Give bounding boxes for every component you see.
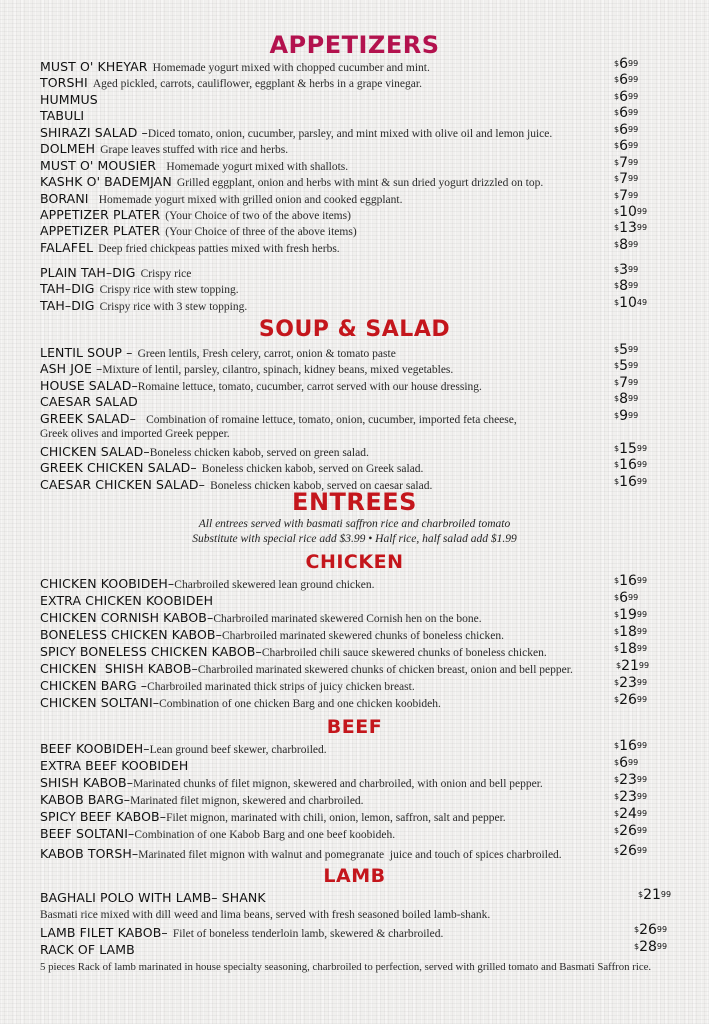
- menu-item: [40, 774, 670, 790]
- section-title-soup-salad: SOUP & SALAD: [258, 317, 451, 342]
- item-name: KASHK O' BADEMJAN: [40, 174, 172, 189]
- item-name: BEEF SOLTANI–: [40, 826, 135, 841]
- menu-item: [40, 157, 670, 173]
- item-description: Green lentils, Fresh celery, carrot, onion & tomato paste: [137, 348, 396, 360]
- item-description-continued: Greek olives and imported Greek pepper.: [40, 428, 230, 440]
- item-name: SPICY BONELESS CHICKEN KABOB–: [40, 644, 262, 659]
- item-price: $^{\$}6^{99}$: [614, 56, 639, 72]
- menu-item: [40, 393, 670, 409]
- item-description: Homemade yogurt mixed with chopped cucumber and mint.: [152, 62, 430, 74]
- menu-item: [40, 889, 670, 905]
- item-description: Mixture of lentil, parsley, cilantro, spinach, kidney beans, mixed vegetables.: [102, 364, 454, 376]
- item-name: APPETIZER PLATER: [40, 223, 161, 238]
- item-description: Boneless chicken kabob, served on caesar salad.: [210, 480, 433, 492]
- item-description: Charbroiled marinated thick strips of juicy chicken breast.: [147, 681, 415, 693]
- item-price: $^{\$}26^{99}$: [634, 922, 668, 938]
- item-description: Boneless chicken kabob, served on Greek salad.: [201, 463, 424, 475]
- item-name: SHISH KABOB–: [40, 775, 134, 790]
- item-description: Boneless chicken kabob, served on green salad.: [149, 447, 369, 459]
- item-description: Homemade yogurt mixed with shallots.: [166, 161, 349, 173]
- item-description: Marinated filet mignon with walnut and pomegranate juice and touch of spices charbroiled.: [138, 849, 562, 861]
- menu-item: [40, 297, 670, 313]
- item-price: $^{\$}19^{99}$: [614, 607, 648, 623]
- item-name: CAESAR CHICKEN SALAD–: [40, 477, 206, 492]
- menu-item: [40, 124, 670, 140]
- item-description: Aged pickled, carrots, cauliflower, eggplant & herbs in a grape vinegar.: [92, 78, 422, 90]
- item-description: Charbroiled marinated skewered chunks of chicken breast, onion and bell pepper.: [197, 664, 573, 676]
- menu-item: [40, 757, 670, 773]
- item-price: $^{\$}23^{99}$: [614, 675, 648, 691]
- menu-item: [40, 443, 670, 459]
- item-price: $^{\$}18^{99}$: [614, 641, 648, 657]
- item-description: Grape leaves stuffed with rice and herbs.: [100, 144, 289, 156]
- item-name: PLAIN TAH–DIG: [40, 265, 136, 280]
- item-description: Charbroiled marinated skewered Cornish hen on the bone.: [213, 613, 482, 625]
- item-price: $^{\$}6^{99}$: [614, 72, 639, 88]
- item-name: ASH JOE –: [40, 361, 103, 376]
- item-description: Combination of romaine lettuce, tomato, onion, cucumber, imported feta cheese,: [146, 414, 517, 426]
- item-price: $^{\$}21^{99}$: [616, 658, 650, 674]
- menu-item: [40, 264, 670, 280]
- item-name: BORANI: [40, 191, 89, 206]
- item-price: $^{\$}10^{49}$: [614, 295, 648, 311]
- item-description: Grilled eggplant, onion and herbs with mint & sun dried yogurt drizzled on top.: [176, 177, 544, 189]
- item-name: TABULI: [40, 108, 85, 123]
- item-description: Marinated chunks of filet mignon, skewered and charbroiled, with onion and bell pepper.: [133, 778, 543, 790]
- menu-item: [40, 344, 670, 360]
- menu-item: [40, 643, 670, 659]
- menu-item: [40, 74, 670, 90]
- item-name: TORSHI: [40, 75, 88, 90]
- menu-item: [40, 410, 670, 426]
- menu-item: [40, 924, 670, 940]
- item-price: $^{\$}26^{99}$: [614, 692, 648, 708]
- item-price: $^{\$}9^{99}$: [614, 408, 639, 424]
- item-price: $^{\$}16^{99}$: [614, 457, 648, 473]
- item-price: $^{\$}10^{99}$: [614, 204, 648, 220]
- menu-item: [40, 190, 670, 206]
- menu-item: [40, 677, 670, 693]
- menu-item: [40, 140, 670, 156]
- menu-item: [40, 740, 670, 756]
- item-name: EXTRA BEEF KOOBIDEH: [40, 758, 189, 773]
- item-price: $^{\$}16^{99}$: [614, 573, 648, 589]
- item-name: HOUSE SALAD–: [40, 378, 138, 393]
- item-name: MUST O' MOUSIER: [40, 158, 157, 173]
- item-description: Charbroiled marinated skewered chunks of boneless chicken.: [221, 630, 504, 642]
- item-name: CHICKEN CORNISH KABOB–: [40, 610, 214, 625]
- menu-item: [40, 791, 670, 807]
- menu-item: [40, 222, 670, 238]
- item-price: $^{\$}8^{99}$: [614, 278, 639, 294]
- item-name: FALAFEL: [40, 240, 94, 255]
- item-price: $^{\$}26^{99}$: [614, 843, 648, 859]
- item-description: Charbroiled skewered lean ground chicken.: [174, 579, 375, 591]
- item-description: Combination of one Kabob Barg and one beef koobideh.: [134, 829, 396, 841]
- item-description: Filet mignon, marinated with chili, onion, lemon, saffron, salt and pepper.: [166, 812, 506, 824]
- entrees-note-substitute: Substitute with special rice add $3.99 • Half rice, half salad add $1.99: [192, 533, 517, 545]
- item-price: $^{\$}5^{99}$: [614, 342, 639, 358]
- menu-item: [40, 58, 670, 74]
- item-description: (Your Choice of two of the above items): [165, 210, 351, 222]
- item-price: $^{\$}24^{99}$: [614, 806, 648, 822]
- item-name: TAH–DIG: [40, 281, 95, 296]
- item-description: Romaine lettuce, tomato, cucumber, carrot served with our house dressing.: [137, 381, 482, 393]
- menu-item: [40, 377, 670, 393]
- item-name: TAH–DIG: [40, 298, 95, 313]
- entrees-note-rice: All entrees served with basmati saffron rice and charbroiled tomato: [198, 518, 511, 530]
- item-price: $^{\$}5^{99}$: [614, 358, 639, 374]
- item-name: RACK OF LAMB: [40, 942, 135, 957]
- item-name: APPETIZER PLATER: [40, 207, 161, 222]
- item-description-continued: 5 pieces Rack of lamb marinated in house specialty seasoning, charbroiled to perfection, served with grilled tomato and Basmati Saffron rice.: [40, 961, 652, 973]
- item-description: Deep fried chickpeas patties mixed with fresh herbs.: [98, 243, 340, 255]
- item-price: $^{\$}8^{99}$: [614, 237, 639, 253]
- item-price: $^{\$}23^{99}$: [614, 772, 648, 788]
- item-price: $^{\$}26^{99}$: [614, 823, 648, 839]
- item-name: KABOB TORSH–: [40, 846, 139, 861]
- item-description: Diced tomato, onion, cucumber, parsley, and mint mixed with olive oil and lemon juice.: [147, 128, 553, 140]
- item-price: $^{\$}7^{99}$: [614, 188, 639, 204]
- item-name: LAMB FILET KABOB–: [40, 925, 168, 940]
- menu-item: [40, 626, 670, 642]
- menu-item: [40, 239, 670, 255]
- section-title-lamb: LAMB: [323, 865, 386, 887]
- item-price: $^{\$}6^{99}$: [614, 122, 639, 138]
- item-name: MUST O' KHEYAR: [40, 59, 148, 74]
- item-price: $^{\$}6^{99}$: [614, 89, 639, 105]
- item-name: BONELESS CHICKEN KABOB–: [40, 627, 222, 642]
- item-name: CHICKEN BARG –: [40, 678, 148, 693]
- menu-item: [40, 173, 670, 189]
- menu-item: [40, 825, 670, 841]
- menu-item: [40, 360, 670, 376]
- menu-item: [40, 660, 670, 676]
- menu-item: [40, 694, 670, 710]
- item-price: $^{\$}7^{99}$: [614, 375, 639, 391]
- item-description: Crispy rice with stew topping.: [99, 284, 239, 296]
- section-title-beef: BEEF: [326, 716, 383, 738]
- item-name: LENTIL SOUP –: [40, 345, 133, 360]
- item-price: $^{\$}7^{99}$: [614, 171, 639, 187]
- menu-item: [40, 107, 670, 123]
- item-name: BAGHALI POLO WITH LAMB– SHANK: [40, 890, 266, 905]
- item-price: $^{\$}6^{99}$: [614, 590, 639, 606]
- item-description: Crispy rice with 3 stew topping.: [99, 301, 248, 313]
- item-price: $^{\$}3^{99}$: [614, 262, 639, 278]
- item-description: Marinated filet mignon, skewered and charbroiled.: [130, 795, 364, 807]
- section-title-chicken: CHICKEN: [305, 551, 404, 573]
- item-name: DOLMEH: [40, 141, 96, 156]
- item-description: Charbroiled chili sauce skewered chunks of boneless chicken.: [261, 647, 547, 659]
- item-name: BEEF KOOBIDEH–: [40, 741, 150, 756]
- menu-item: [40, 575, 670, 591]
- item-description: Combination of one chicken Barg and one chicken koobideh.: [159, 698, 441, 710]
- item-price: $^{\$}16^{99}$: [614, 474, 648, 490]
- item-name: SPICY BEEF KABOB–: [40, 809, 167, 824]
- item-price: $^{\$}23^{99}$: [614, 789, 648, 805]
- menu-item: [40, 808, 670, 824]
- item-price: $^{\$}8^{99}$: [614, 391, 639, 407]
- item-price: $^{\$}21^{99}$: [638, 887, 672, 903]
- item-price: $^{\$}6^{99}$: [614, 105, 639, 121]
- item-price: $^{\$}15^{99}$: [614, 441, 648, 457]
- menu-item: [40, 206, 670, 222]
- item-description: Homemade yogurt mixed with grilled onion and cooked eggplant.: [98, 194, 403, 206]
- item-name: EXTRA CHICKEN KOOBIDEH: [40, 593, 214, 608]
- item-description-continued: Basmati rice mixed with dill weed and lima beans, served with fresh seasoned boiled lamb-shank.: [40, 909, 491, 921]
- item-name: HUMMUS: [40, 92, 98, 107]
- item-description: Lean ground beef skewer, charbroiled.: [149, 744, 327, 756]
- item-price: $^{\$}28^{99}$: [634, 939, 668, 955]
- item-name: SHIRAZI SALAD –: [40, 125, 148, 140]
- item-price: $^{\$}7^{99}$: [614, 155, 639, 171]
- item-description: Filet of boneless tenderloin lamb, skewered & charbroiled.: [172, 928, 444, 940]
- menu-item: [40, 845, 670, 861]
- item-name: CHICKEN KOOBIDEH–: [40, 576, 175, 591]
- item-name: GREEK CHICKEN SALAD–: [40, 460, 197, 475]
- item-price: $^{\$}13^{99}$: [614, 220, 648, 236]
- item-name: CHICKEN SALAD–: [40, 444, 150, 459]
- item-name: KABOB BARG–: [40, 792, 131, 807]
- item-price: $^{\$}18^{99}$: [614, 624, 648, 640]
- item-name: CHICKEN SHISH KABOB–: [40, 661, 198, 676]
- item-name: GREEK SALAD–: [40, 411, 136, 426]
- item-name: CHICKEN SOLTANI–: [40, 695, 160, 710]
- menu-item: [40, 941, 670, 957]
- item-description: (Your Choice of three of the above items): [165, 226, 357, 238]
- section-title-appetizers: APPETIZERS: [269, 31, 440, 59]
- item-name: CAESAR SALAD: [40, 394, 138, 409]
- item-price: $^{\$}6^{99}$: [614, 138, 639, 154]
- item-price: $^{\$}16^{99}$: [614, 738, 648, 754]
- section-title-entrees: ENTREES: [292, 488, 417, 516]
- menu-item: [40, 459, 670, 475]
- item-price: $^{\$}6^{99}$: [614, 755, 639, 771]
- item-description: Crispy rice: [140, 268, 192, 280]
- menu-item: [40, 592, 670, 608]
- menu-item: [40, 91, 670, 107]
- menu-item: [40, 609, 670, 625]
- menu-item: [40, 280, 670, 296]
